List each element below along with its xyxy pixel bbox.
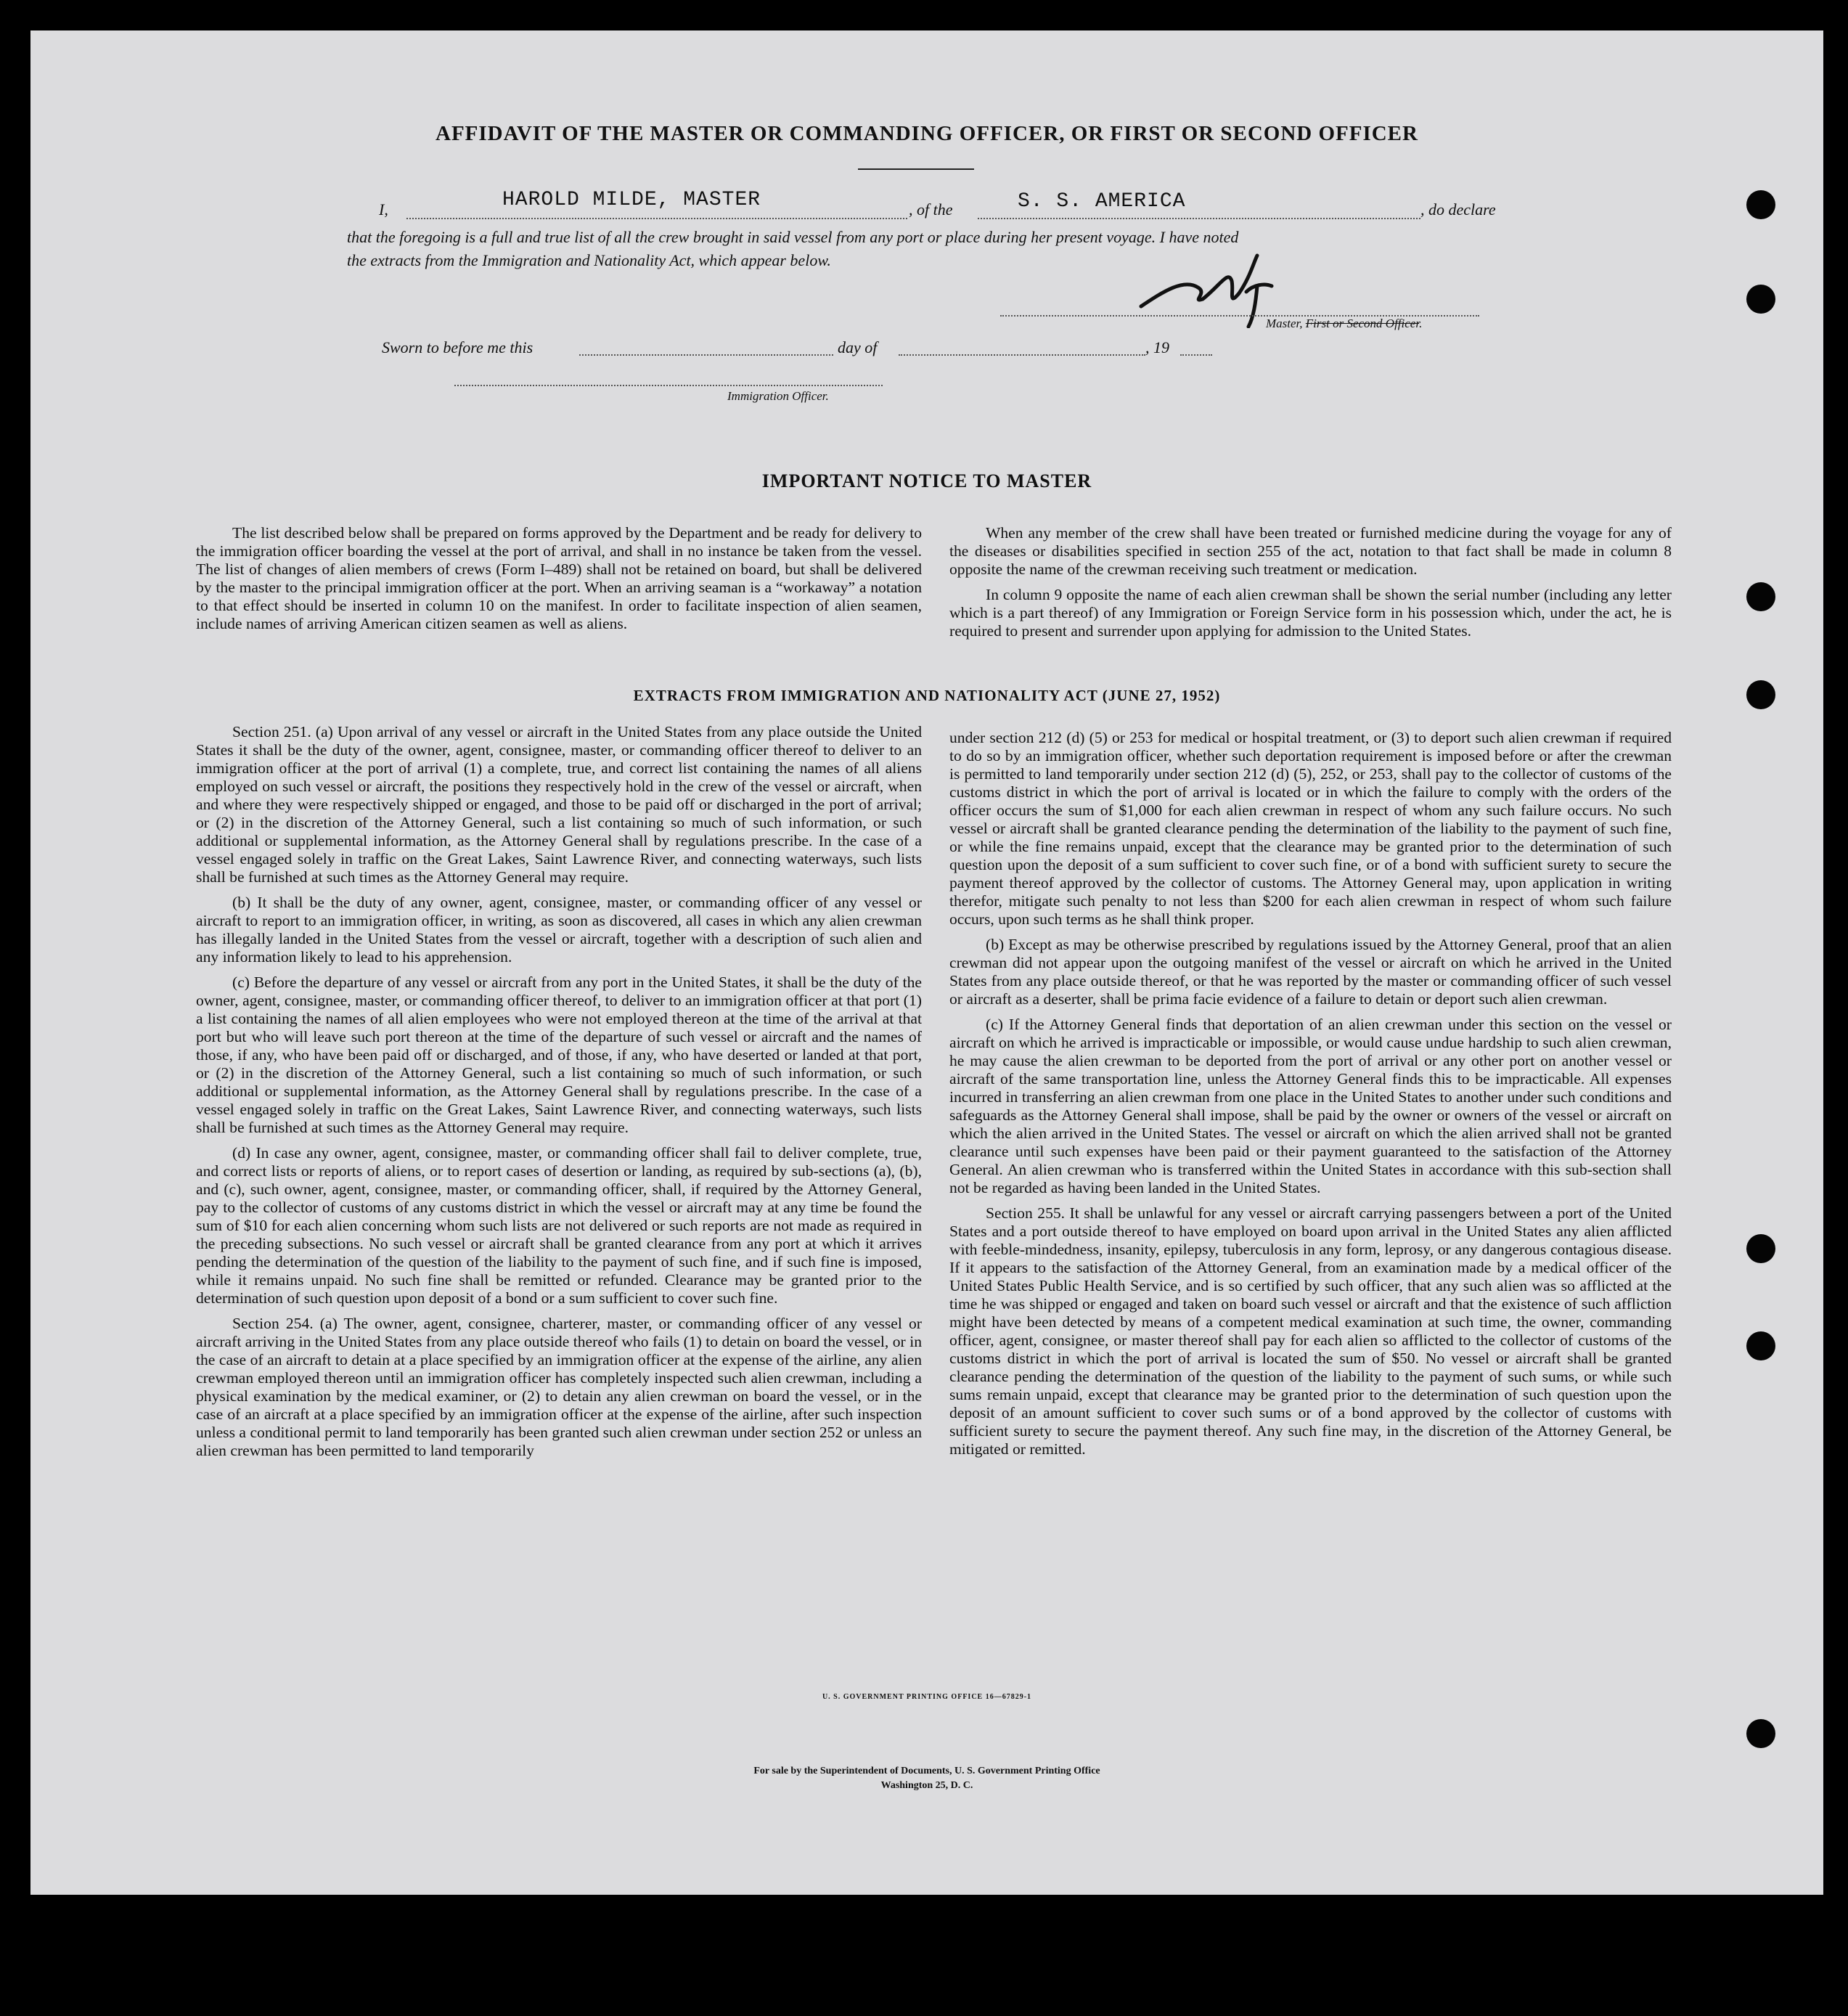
signature-caption: Master, First or Second Officer. xyxy=(1266,317,1423,330)
section-251-d: (d) In case any owner, agent, consignee, master, or commanding officer shall fail to deliver complete, true, and correct lists or reports of aliens, or to report cases of desertion or landing, as required by sub-sections (a), (b), and (c), such owner, agent, consignee, master, or commanding officer, shall, if required by the Attorney General, pay to the collector of customs of any customs district in which the vessel or aircraft may at any time be found the sum of $10 for each alien concerning whom such lists are not delivered or such reports are not made as required in the preceding subsections. No such vessel or aircraft shall be granted clearance from any port at which it arrives pending the determination of the question of the liability to the payment of such fine, and if such fine is imposed, while it remains unpaid. No such fine shall be remitted or refunded. Clearance may be granted prior to the determination of such question upon deposit of a bond or a sum sufficient to cover such fine. xyxy=(196,1144,922,1307)
sworn-label: Sworn to before me this xyxy=(382,338,533,356)
sworn-month-line xyxy=(899,354,1145,356)
year-label: , 19 xyxy=(1145,338,1169,356)
notice-left xyxy=(196,524,922,633)
section-254-b: (b) Except as may be otherwise prescribed by regulations issued by the Attorney General, proof that an alien crewman did not appear upon the outgoing manifest of the vessel or aircraft on which he arrived in the United States from any place outside thereof, or that he was reported by the master or commanding officer of such vessel or aircraft as a deserter, shall be prima facie evidence of a failure to detain or deport such alien crewman. xyxy=(949,936,1672,1008)
master-name-line xyxy=(406,218,907,219)
immigration-officer-caption: Immigration Officer. xyxy=(727,389,829,403)
printer-line: U. S. GOVERNMENT PRINTING OFFICE 16—67829-1 xyxy=(822,1693,1032,1701)
form-sheet xyxy=(30,30,1823,1895)
vessel-name: S. S. AMERICA xyxy=(1018,190,1186,213)
year-line xyxy=(1180,354,1212,356)
footer-line-2: Washington 25, D. C. xyxy=(880,1780,973,1791)
notice-right xyxy=(949,524,1672,640)
section-254-a: Section 254. (a) The owner, agent, consignee, charterer, master, or commanding officer of any vessel or aircraft arriving in the United States from any place outside thereof who fails (1) to detain on board the vessel, or in the case of an aircraft to detain at a place specified by an immigration officer at the expense of the airline, any alien crewman employed thereon until an immigration officer has completely inspected such alien crewman, including a physical examination by the medical examiner, or (2) to detain any alien crewman on board the vessel, or in the case of an aircraft at a place specified by an immigration officer at the expense of the airline, after such inspection unless a conditional permit to land temporarily has been granted such alien crewman under section 252 or unless an alien crewman has been permitted to land temporarily xyxy=(196,1315,922,1459)
vessel-line xyxy=(978,218,1420,219)
declaration-line-3: the extracts from the Immigration and Nationality Act, which appear below. xyxy=(347,251,831,269)
section-254-c: (c) If the Attorney General finds that deportation of an alien crewman under this section on the vessel or aircraft on which he arrived is impracticable or impossible, or would cause undue hardship to such alien crewman, he may cause the alien crewman to be deported from the port of arrival or any other port on another vessel or aircraft of the same transportation line, unless the Attorney General finds this to be impracticable. All expenses incurred in transferring an alien crewman from one place in the United States to another under such conditions and safeguards as the Attorney General shall impose, shall be paid by the owner or owners of the vessel or aircraft on which the alien arrived in the United States. The vessel or aircraft on which the alien arrived shall not be granted clearance until such expenses have been paid or their payment guaranteed to the satisfaction of the Attorney General. An alien crewman who is transferred within the United States in accordance with this sub-section shall not be regarded as having been landed in the United States. xyxy=(949,1016,1672,1196)
sworn-day-line xyxy=(579,354,833,356)
master-name: HAROLD MILDE, MASTER xyxy=(502,189,761,211)
notice-right-1: When any member of the crew shall have been treated or furnished medicine during the voyage for any of the diseases or disabilities specified in section 255 of the act, notation to that fact shall be made in column 8 opposite the name of the crewman receiving such treatment or medication. xyxy=(949,524,1672,578)
extracts-left-column xyxy=(196,723,922,1460)
do-declare-label: , do declare xyxy=(1420,200,1496,219)
footer-line-1: For sale by the Superintendent of Documents, U. S. Government Printing Office xyxy=(753,1766,1100,1776)
extracts-right-column xyxy=(949,729,1672,1458)
section-251-b: (b) It shall be the duty of any owner, agent, consignee, master, or commanding officer of any vessel or aircraft to report to an immigration officer, in writing, as soon as discovered, all cases in which any alien crewman has illegally landed in the United States from the vessel or aircraft, together with a description of such alien and any information likely to lead to his apprehension. xyxy=(196,894,922,966)
day-of-label: day of xyxy=(838,338,878,356)
section-254-a-cont: under section 212 (d) (5) or 253 for medical or hospital treatment, or (3) to deport such alien crewman if required to do so by an immigration officer, whether such deportation requirement is imposed before or after the crewman is permitted to land temporarily under section 212 (d) (5), 252, or 253, shall pay to the collector of customs of the customs district in which the port of arrival is located or in which the failure to comply with the orders of the officer occurs the sum of $1,000 for each alien crewman in respect of whom any such failure occurs. No such vessel or aircraft shall be granted clearance pending the determination of the liability to the payment of such fine, or while the fine remains unpaid, except that the clearance may be granted prior to the determination of such question upon the deposit of a sum sufficient to cover such fine, or of a bond with sufficient surety to secure the payment thereof approved by the collector of customs. The Attorney General may, upon application in writing therefor, mitigate such penalty to not less than $200 for each alien crewman in respect of whom such failure occurs, upon such terms as he shall think proper. xyxy=(949,729,1672,928)
section-251-c: (c) Before the departure of any vessel or aircraft from any port in the United States, it shall be the duty of the owner, agent, consignee, master, or commanding officer thereof, to deliver to an immigration officer at that port (1) a list containing the names of all alien employees who were not employed thereon at the time of the arrival at that port but who will leave such port thereon at the time of the departure of such vessel or aircraft and the names of those, if any, who have been paid off or discharged, and of those, if any, who have deserted or landed at that port, or (2) in the discretion of the Attorney General, such a list containing so much of such information, or such additional or supplemental information, as the Attorney General shall by regulations prescribe. In the case of a vessel engaged solely in traffic on the Great Lakes, Saint Lawrence River, and connecting waterways, such lists shall be furnished at such times as the Attorney General may require. xyxy=(196,974,922,1136)
extracts-heading: EXTRACTS FROM IMMIGRATION AND NATIONALITY ACT (JUNE 27, 1952) xyxy=(633,687,1221,704)
i-label: I, xyxy=(379,200,388,219)
notice-heading: IMPORTANT NOTICE TO MASTER xyxy=(761,470,1092,491)
of-the-label: , of the xyxy=(909,200,953,219)
binder-hole xyxy=(1746,680,1775,709)
immigration-officer-line xyxy=(454,385,883,386)
notice-right-2: In column 9 opposite the name of each alien crewman shall be shown the serial number (including any letter which is a part thereof) of any Immigration or Foreign Service form in his possession which, under the act, he is required to present and surrender upon applying for admission to the United States. xyxy=(949,586,1672,640)
affidavit-heading: AFFIDAVIT OF THE MASTER OR COMMANDING OFFICER, OR FIRST OR SECOND OFFICER xyxy=(436,122,1418,145)
heading-rule xyxy=(858,168,974,170)
binder-hole xyxy=(1746,1331,1775,1360)
binder-hole xyxy=(1746,1234,1775,1263)
binder-hole xyxy=(1746,1719,1775,1748)
declaration-line-2: that the foregoing is a full and true list of all the crew brought in said vessel from any port or place during her present voyage. I have noted xyxy=(347,228,1239,246)
section-255: Section 255. It shall be unlawful for any vessel or aircraft carrying passengers between a port of the United States and a port outside thereof to have employed on board upon arrival in the United States any alien afflicted with feeble-mindedness, insanity, epilepsy, tuberculosis in any form, leprosy, or any dangerous contagious disease. If it appears to the satisfaction of the Attorney General, from an examination made by a medical officer of the United States Public Health Service, and is so certified by such officer, that any such alien was so afflicted at the time he was shipped or engaged and taken on board such vessel or aircraft and that the existence of such affliction might have been detected by means of a competent medical examination at such time, the owner, commanding officer, agent, consignee, or master thereof shall pay for each alien so afflicted to the collector of customs of the customs district in which the port of arrival is located the sum of $50. No vessel or aircraft shall be granted clearance pending the determination of the question of the liability to the payment of such sums, or while such sums remain unpaid, except that clearance may be granted prior to the determination of such question upon the deposit of an amount sufficient to cover such sums or of a bond approved by the collector of customs with sufficient surety to secure the payment thereof. Any such fine may, in the discretion of the Attorney General, be mitigated or remitted. xyxy=(949,1204,1672,1458)
notice-left-text: The list described below shall be prepared on forms approved by the Department and be ready for delivery to the immigration officer boarding the vessel at the port of arrival, and shall in no instance be taken from the vessel. The list of changes of alien members of crews (Form I–489) shall not be retained on board, but shall be delivered by the master to the principal immigration officer at the port. When an arriving seaman is a “workaway” a notation to that effect should be inserted in column 10 on the manifest. In order to facilitate inspection of alien seamen, include names of arriving American citizen seamen as well as aliens. xyxy=(196,524,922,632)
section-251-a: Section 251. (a) Upon arrival of any vessel or aircraft in the United States from any place outside the United States it shall be the duty of the owner, agent, consignee, master, or commanding officer thereof to deliver to an immigration officer at the port of arrival (1) a complete, true, and correct list containing the names of all aliens employed on such vessel or aircraft, the positions they respectively hold in the crew of the vessel or aircraft, when and where they were respectively shipped or engaged, and those to be paid off or discharged in the port of arrival; or (2) in the discretion of the Attorney General, such a list containing so much of such information, or such additional or supplemental information, as the Attorney General shall by regulations prescribe. In the case of a vessel engaged solely in traffic on the Great Lakes, Saint Lawrence River, and connecting waterways, such lists shall be furnished at such times as the Attorney General may require. xyxy=(196,723,922,886)
binder-hole xyxy=(1746,285,1775,314)
binder-hole xyxy=(1746,190,1775,219)
binder-hole xyxy=(1746,582,1775,611)
